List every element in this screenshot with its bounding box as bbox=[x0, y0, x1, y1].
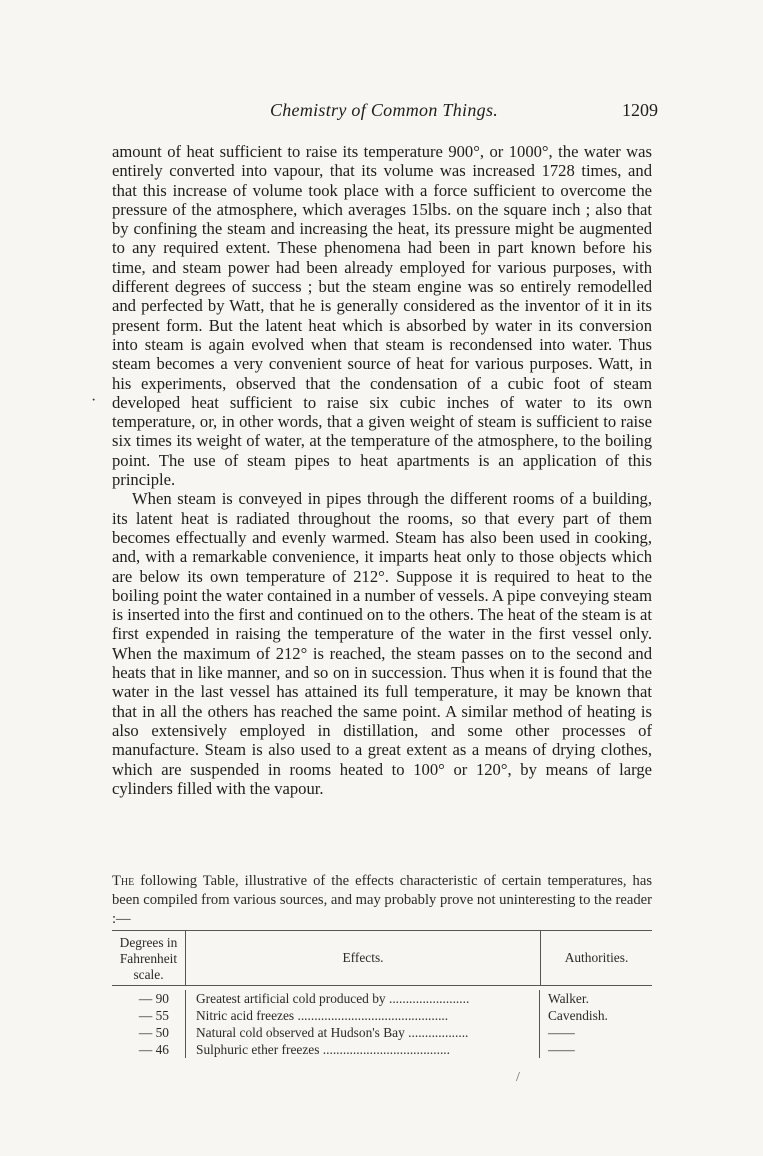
intro-lead-word: The bbox=[112, 873, 135, 889]
header-effects: Effects. bbox=[186, 931, 541, 985]
cell-authority: —— bbox=[548, 1042, 575, 1057]
cell-effect: Sulphuric ether freezes ...................................... bbox=[186, 1041, 540, 1058]
table-header-row bbox=[112, 931, 652, 986]
table-row bbox=[112, 1024, 652, 1041]
body-text bbox=[112, 142, 652, 798]
page-number: 1209 bbox=[622, 100, 658, 120]
cell-degrees: — 46 bbox=[112, 1041, 186, 1058]
paragraph-2: When steam is conveyed in pipes through the different rooms of a building, its latent heat is radiated throughout the rooms, so that every part of them becomes effectually and evenly warmed. Steam has also been used in cooking, and, with a remarkable convenience, it imparts heat only to those objects which are below its own temperature of 212°. Suppose it is required to heat to the boiling point the water contained in a number of vessels. A pipe conveying steam is inserted into the first and continued on to the others. The heat of the steam is at first expended in raising the temperature of the water in the first vessel only. When the maximum of 212° is reached, the steam passes on to the second and heats that in like manner, and so on in succession. Thus when it is found that the water in the last vessel has attained its full temperature, it may be known that that in all the others has reached the same point. A similar method of heating is also extensively employed in distillation, and some other processes of manufacture. Steam is also used to a great extent as a means of drying clothes, which are suspended in rooms heated to 100° or 120°, by means of large cylinders filled with the vapour. bbox=[112, 489, 652, 798]
table-body bbox=[112, 986, 652, 1058]
running-title: Chemistry of Common Things. bbox=[269, 100, 499, 120]
temperature-table bbox=[112, 930, 652, 1058]
cell-degrees: — 90 bbox=[112, 990, 186, 1007]
table-introduction bbox=[112, 872, 652, 929]
cell-degrees: — 55 bbox=[112, 1007, 186, 1024]
cell-degrees: — 50 bbox=[112, 1024, 186, 1041]
intro-text: following Table, illustrative of the effects characteristic of certain temperatures, has been compiled from various sources, and may probably prove not uninteresting to the reader :— bbox=[112, 873, 652, 927]
cell-authority: Cavendish. bbox=[548, 1008, 608, 1023]
cell-effect: Greatest artificial cold produced by ........................ bbox=[186, 990, 540, 1007]
cell-effect: Natural cold observed at Hudson's Bay .................. bbox=[186, 1024, 540, 1041]
cell-effect: Nitric acid freezes ............................................. bbox=[186, 1007, 540, 1024]
margin-mark: · bbox=[91, 392, 97, 409]
page-header bbox=[110, 100, 658, 126]
header-degrees: Degrees in Fahrenheit scale. bbox=[112, 931, 186, 985]
header-authorities: Authorities. bbox=[564, 950, 629, 965]
cell-authority: Walker. bbox=[548, 991, 589, 1006]
table-row bbox=[112, 1007, 652, 1024]
paragraph-1: amount of heat sufficient to raise its temperature 900°, or 1000°, the water was entirely converted into vapour, that its volume was increased 1728 times, and that this increase of volume took place with a force sufficient to overcome the pressure of the atmosphere, which averages 15lbs. on the square inch ; also that by confining the steam and increasing the heat, its pressure might be augmented to any required extent. These phenomena had been in part known before his time, and steam power had been already employed for various purposes, with different degrees of success ; but the steam engine was so entirely remodelled and perfected by Watt, that he is generally considered as the inventor of it in its present form. But the latent heat which is absorbed by water in its conversion into steam is again evolved when that steam is recondensed into water. Thus steam becomes a very convenient source of heat for various purposes. Watt, in his experiments, observed that the condensation of a cubic foot of steam developed heat sufficient to raise six cubic inches of water to its own temperature, or, in other words, that a given weight of steam is sufficient to raise six times its weight of water, at the temperature of the atmosphere, to the boiling point. The use of steam pipes to heat apartments is an application of this principle. bbox=[112, 142, 652, 490]
cell-authority: —— bbox=[548, 1025, 575, 1040]
table-row bbox=[112, 1041, 652, 1058]
stray-mark: / bbox=[516, 1070, 520, 1085]
table-row bbox=[112, 990, 652, 1007]
